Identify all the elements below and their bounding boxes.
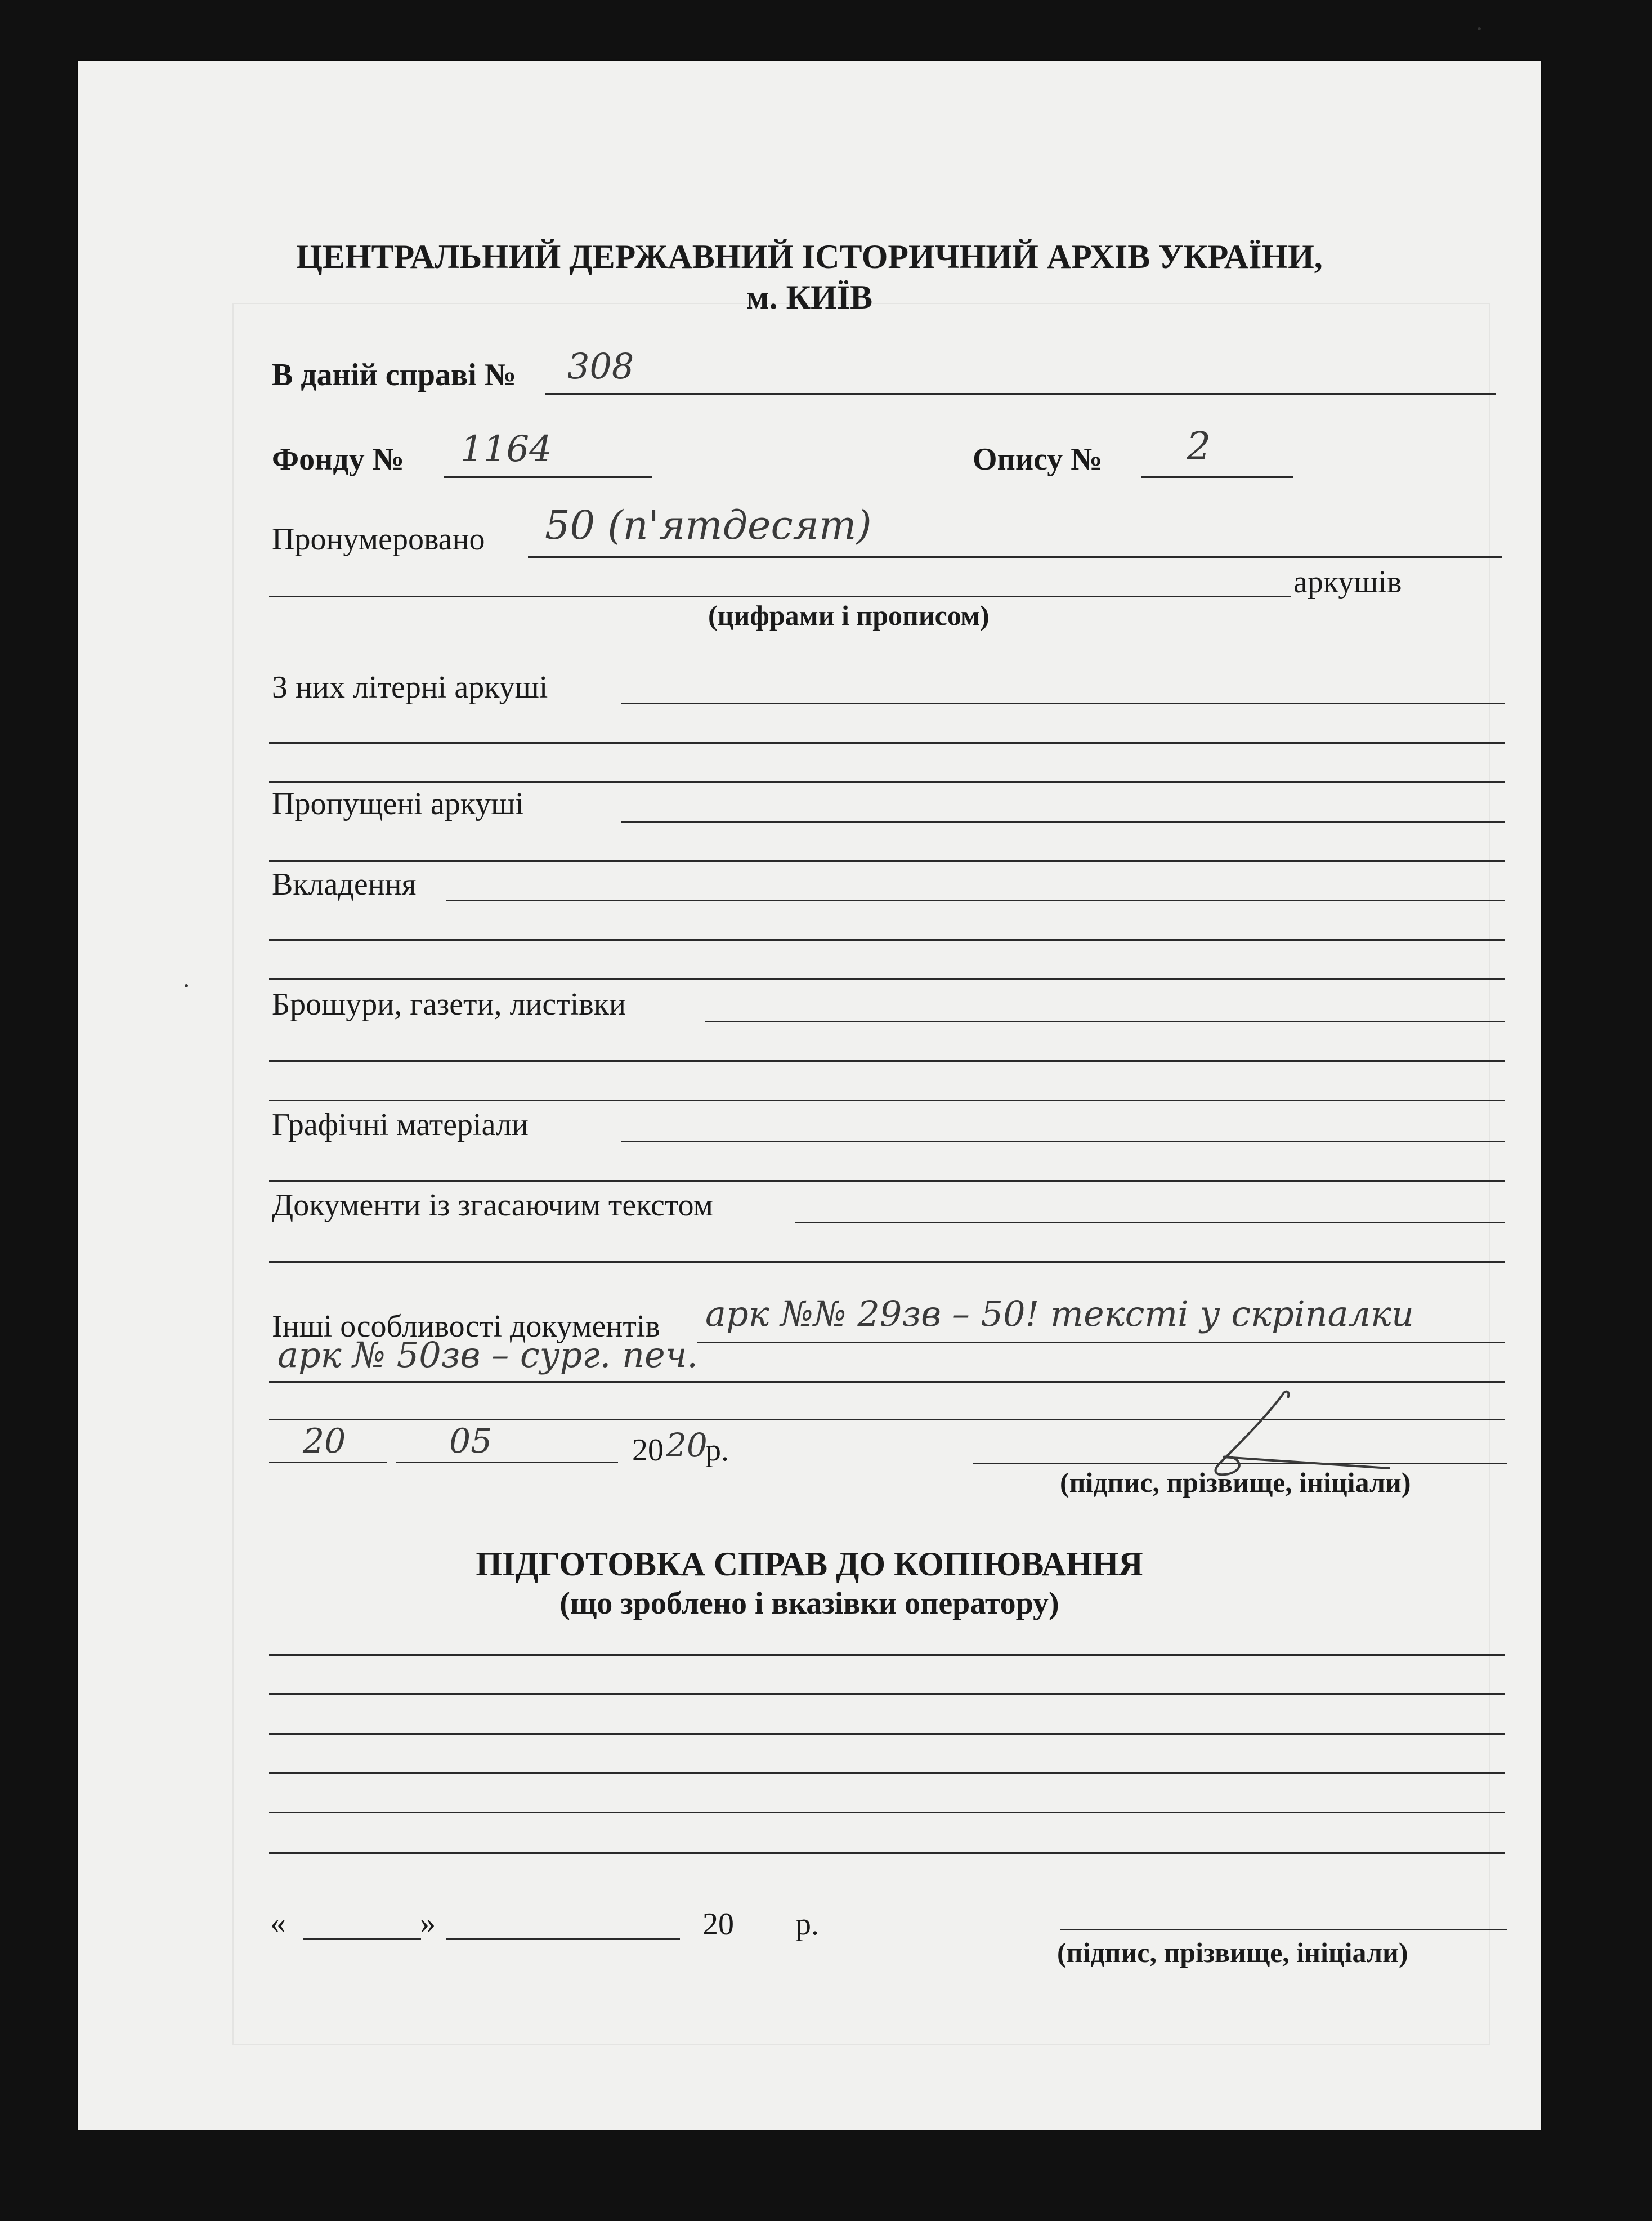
attachments-line-2	[269, 939, 1505, 941]
attachments-line-3	[269, 978, 1505, 980]
opys-value: 2	[1187, 424, 1211, 469]
opys-label: Опису №	[973, 442, 1103, 477]
fond-label: Фонду №	[272, 442, 404, 477]
copy-line-2	[269, 1693, 1505, 1695]
brochures-label: Брошури, газети, листівки	[272, 987, 626, 1022]
fond-value: 1164	[460, 428, 552, 470]
bottom-day-line	[303, 1938, 421, 1940]
numbered-suffix: аркушів	[1293, 565, 1402, 600]
date-year-end: р.	[705, 1433, 729, 1468]
other-features-line-1	[697, 1342, 1505, 1343]
graphic-label: Графічні матеріали	[272, 1107, 529, 1142]
bottom-signature-line	[1060, 1929, 1507, 1930]
scan-speck	[1478, 27, 1481, 30]
scan-speck	[185, 984, 188, 987]
bottom-open-quote: «	[270, 1906, 286, 1941]
bottom-year: 20	[702, 1907, 734, 1942]
copy-line-4	[269, 1772, 1505, 1774]
case-label: В даній справі №	[272, 357, 517, 392]
copy-section-subtitle: (що зроблено і вказівки оператору)	[559, 1586, 1059, 1621]
case-line	[545, 393, 1496, 395]
date-year-prefix: 20	[632, 1433, 664, 1468]
fading-text-line-1	[795, 1222, 1505, 1223]
date-day-line	[269, 1462, 387, 1463]
attachments-line-1	[446, 900, 1505, 901]
attachments-label: Вкладення	[272, 867, 417, 902]
date-month: 05	[449, 1422, 493, 1461]
case-value: 308	[567, 346, 634, 387]
bottom-close-quote: »	[420, 1906, 436, 1941]
bottom-signature-caption: (підпис, прізвище, ініціали)	[1057, 1937, 1408, 1968]
numbered-line-2	[269, 596, 1291, 597]
date-month-line	[396, 1462, 618, 1463]
fading-text-label: Документи із згасаючим текстом	[272, 1188, 713, 1223]
graphic-line-1	[621, 1141, 1505, 1142]
bottom-year-end: р.	[795, 1907, 819, 1942]
numbered-value: 50 (п'ятдесят)	[545, 502, 872, 548]
other-features-line-2	[269, 1381, 1505, 1383]
brochures-line-3	[269, 1100, 1505, 1101]
other-features-value-1: арк №№ 29зв – 50! тексті у скріпалки	[705, 1293, 1414, 1334]
missing-sheets-label: Пропущені аркуші	[272, 786, 524, 821]
letter-sheets-label: З них літерні аркуші	[272, 670, 548, 705]
copy-line-1	[269, 1654, 1505, 1656]
date-day: 20	[303, 1422, 346, 1461]
numbered-label: Пронумеровано	[272, 522, 485, 557]
brochures-line-2	[269, 1060, 1505, 1062]
signature-caption: (підпис, прізвище, ініціали)	[1060, 1467, 1411, 1498]
numbered-line-1	[528, 556, 1502, 558]
numbered-hint: (цифрами і прописом)	[708, 600, 990, 631]
missing-sheets-line-1	[621, 821, 1505, 823]
copy-line-6	[269, 1852, 1505, 1854]
archive-name: ЦЕНТРАЛЬНИЙ ДЕРЖАВНИЙ ІСТОРИЧНИЙ АРХІВ УКРАЇНИ,	[296, 238, 1323, 275]
letter-sheets-line-2	[269, 742, 1505, 744]
archive-city: м. КИЇВ	[746, 279, 873, 316]
letter-sheets-line-1	[621, 703, 1505, 704]
brochures-line-1	[705, 1021, 1505, 1022]
letter-sheets-line-3	[269, 781, 1505, 783]
graphic-line-2	[269, 1180, 1505, 1182]
date-year-suffix: 20	[666, 1426, 708, 1464]
missing-sheets-line-2	[269, 860, 1505, 862]
opys-line	[1141, 476, 1293, 478]
fading-text-line-2	[269, 1261, 1505, 1263]
copy-line-3	[269, 1733, 1505, 1735]
fond-line	[444, 476, 652, 478]
other-features-label: Інші особливості документів	[272, 1309, 660, 1344]
copy-section-title: ПІДГОТОВКА СПРАВ ДО КОПІЮВАННЯ	[476, 1545, 1143, 1583]
signature-mark	[1181, 1384, 1395, 1480]
other-features-value-2: арк № 50зв – сург. печ.	[277, 1334, 698, 1375]
bottom-month-line	[446, 1938, 680, 1940]
form-page	[78, 61, 1541, 2130]
copy-line-5	[269, 1812, 1505, 1813]
